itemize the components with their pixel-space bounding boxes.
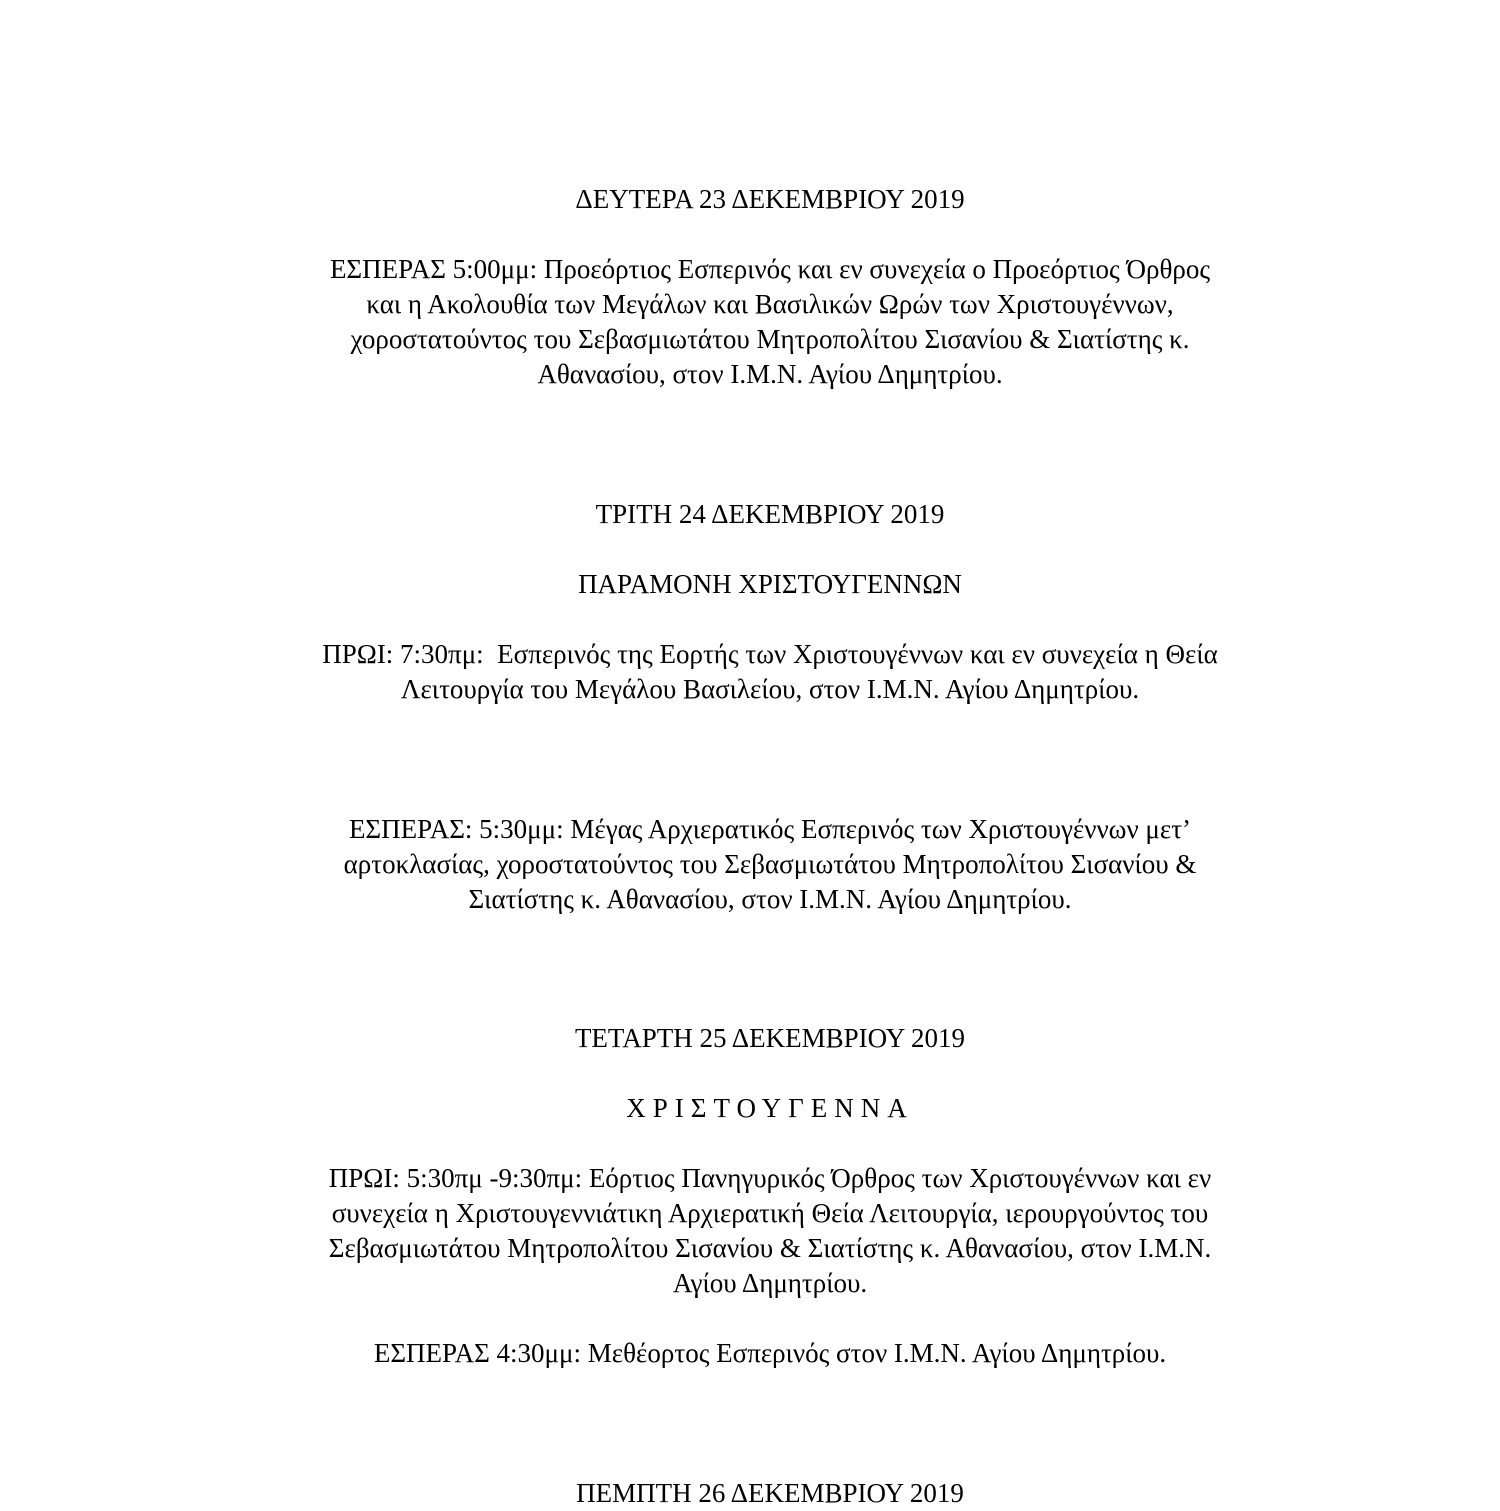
feast-title-christmas-eve: ΠΑΡΑΜΟΝΗ ΧΡΙΣΤΟΥΓΕΝΝΩΝ: [578, 569, 962, 599]
tuesday-evening-line-1: ΕΣΠΕΡΑΣ: 5:30μμ: Μέγας Αρχιερατικός Εσπερινός των Χριστουγέννων μετ’: [348, 814, 1192, 844]
monday-evening-line-2: και η Ακολουθία των Μεγάλων και Βασιλικών Ωρών των Χριστουγέννων,: [366, 289, 1174, 319]
day-heading-monday: ΔΕΥΤΕΡΑ 23 ΔΕΚΕΜΒΡΙΟΥ 2019: [575, 184, 965, 214]
monday-evening-line-3: χοροστατούντος του Σεβασμιωτάτου Μητροπολίτου Σισανίου & Σιατίστης κ.: [350, 324, 1190, 354]
day-heading-thursday: ΠΕΜΠΤΗ 26 ΔΕΚΕΜΒΡΙΟΥ 2019: [576, 1478, 964, 1508]
wednesday-morning-line-2: συνεχεία η Χριστουγεννιάτικη Αρχιερατική Θεία Λειτουργία, ιερουργούντος του: [331, 1198, 1209, 1228]
tuesday-evening-line-3: Σιατίστης κ. Αθανασίου, στον Ι.Μ.Ν. Αγίου Δημητρίου.: [468, 884, 1072, 914]
wednesday-morning-line-1: ΠΡΩΙ: 5:30πμ -9:30πμ: Εόρτιος Πανηγυρικός Όρθρος των Χριστουγέννων και εν: [328, 1163, 1212, 1193]
wednesday-morning-line-3: Σεβασμιωτάτου Μητροπολίτου Σισανίου & Σιατίστης κ. Αθανασίου, στον Ι.Μ.Ν.: [328, 1233, 1212, 1263]
day-heading-wednesday: ΤΕΤΑΡΤΗ 25 ΔΕΚΕΜΒΡΙΟΥ 2019: [574, 1023, 966, 1053]
day-heading-tuesday: ΤΡΙΤΗ 24 ΔΕΚΕΜΒΡΙΟΥ 2019: [595, 499, 945, 529]
tuesday-morning-line-2: Λειτουργία του Μεγάλου Βασιλείου, στον Ι.Μ.Ν. Αγίου Δημητρίου.: [400, 674, 1140, 704]
monday-evening-line-1: ΕΣΠΕΡΑΣ 5:00μμ: Προεόρτιος Εσπερινός και εν συνεχεία ο Προεόρτιος Όρθρος: [329, 254, 1211, 284]
wednesday-evening-line: ΕΣΠΕΡΑΣ 4:30μμ: Μεθέορτος Εσπερινός στον Ι.Μ.Ν. Αγίου Δημητρίου.: [373, 1338, 1167, 1368]
tuesday-morning-line-1: ΠΡΩΙ: 7:30πμ: Εσπερινός της Εορτής των Χριστουγέννων και εν συνεχεία η Θεία: [322, 639, 1218, 669]
wednesday-morning-line-4: Αγίου Δημητρίου.: [672, 1268, 868, 1298]
feast-title-christmas: ΧΡΙΣΤΟΥΓΕΝΝΑ: [626, 1093, 914, 1123]
monday-evening-line-4: Αθανασίου, στον Ι.Μ.Ν. Αγίου Δημητρίου.: [537, 359, 1003, 389]
tuesday-evening-line-2: αρτοκλασίας, χοροστατούντος του Σεβασμιωτάτου Μητροπολίτου Σισανίου &: [343, 849, 1197, 879]
